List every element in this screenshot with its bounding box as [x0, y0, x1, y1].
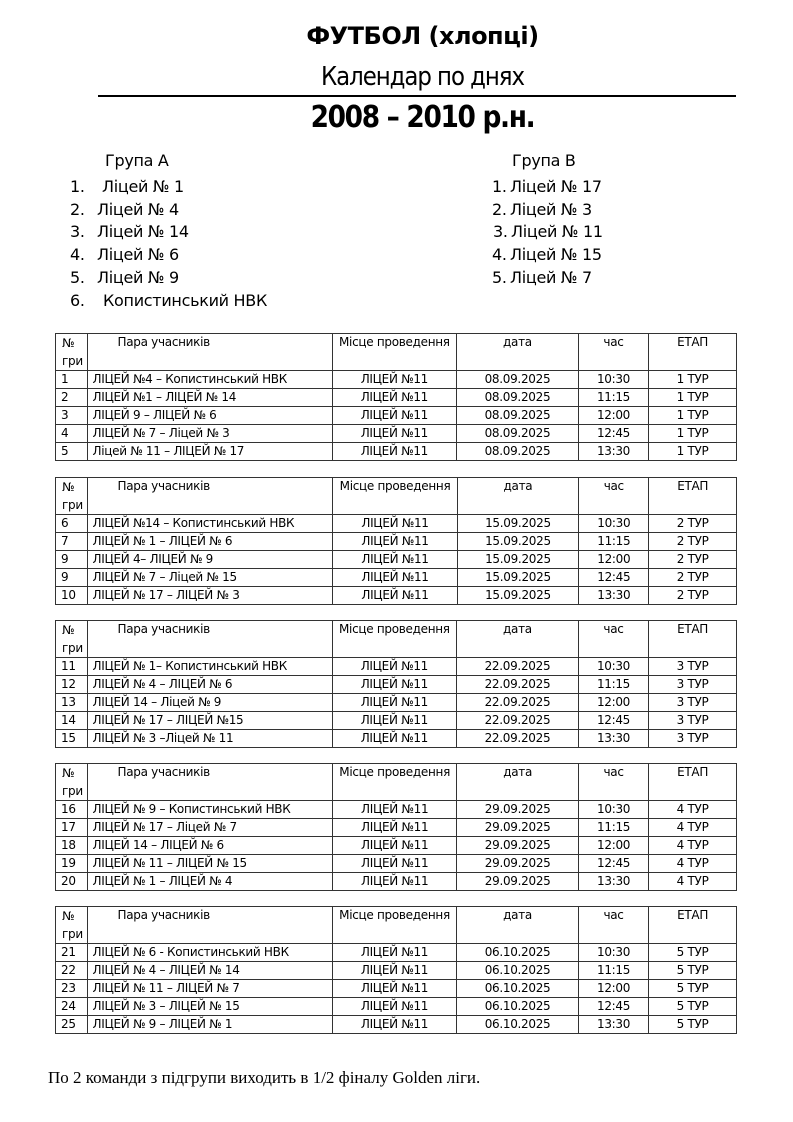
match-pair: ЛІЦЕЙ № 17 – ЛІЦЕЙ № 3: [87, 587, 333, 605]
col-header-time: час: [579, 478, 649, 515]
stage: 1 ТУР: [649, 443, 737, 461]
group-a-item-num: 5.: [70, 268, 85, 287]
time: 11:15: [578, 389, 648, 407]
col-header-stage: ЕТАП: [649, 907, 737, 944]
date: 29.09.2025: [457, 837, 579, 855]
col-header-time: час: [578, 621, 648, 658]
col-header-game-number: № гри: [56, 621, 88, 658]
game-number: 6: [56, 515, 88, 533]
venue: ЛІЦЕЙ №11: [332, 730, 456, 748]
time: 13:30: [578, 443, 648, 461]
time: 12:00: [578, 980, 648, 998]
date: 06.10.2025: [457, 1016, 579, 1034]
time: 12:00: [578, 694, 648, 712]
stage: 4 ТУР: [649, 819, 737, 837]
stage: 2 ТУР: [649, 533, 737, 551]
game-number: 14: [56, 712, 88, 730]
game-number: 7: [56, 533, 88, 551]
venue: ЛІЦЕЙ №11: [333, 587, 457, 605]
time: 12:45: [578, 425, 648, 443]
time: 12:45: [579, 855, 649, 873]
stage: 2 ТУР: [649, 569, 737, 587]
match-pair: ЛІЦЕЙ № 1– Копистинський НВК: [87, 658, 332, 676]
col-header-date: дата: [457, 334, 579, 371]
venue: ЛІЦЕЙ №11: [332, 998, 456, 1016]
group-a-item-num: 6.: [70, 291, 85, 310]
table-row: [56, 389, 737, 407]
date: 29.09.2025: [457, 855, 579, 873]
game-number: 11: [56, 658, 88, 676]
group-a-item: Ліцей № 1: [102, 177, 184, 196]
game-number: 15: [56, 730, 88, 748]
col-header-venue: Місце проведення: [332, 907, 456, 944]
stage: 3 ТУР: [649, 658, 737, 676]
table-row: [56, 944, 737, 962]
game-number: 3: [56, 407, 88, 425]
col-header-venue: Місце проведення: [333, 478, 457, 515]
schedule-table-round-2: [55, 477, 737, 605]
table-row: [56, 712, 737, 730]
table-row: [56, 694, 737, 712]
col-header-date: дата: [457, 764, 579, 801]
group-b-item: Ліцей № 17: [510, 177, 602, 196]
time: 13:30: [578, 1016, 648, 1034]
game-number: 24: [56, 998, 88, 1016]
venue: ЛІЦЕЙ №11: [332, 819, 456, 837]
match-pair: ЛІЦЕЙ № 4 – ЛІЦЕЙ № 14: [87, 962, 332, 980]
date: 08.09.2025: [457, 371, 579, 389]
date: 22.09.2025: [457, 712, 579, 730]
col-header-stage: ЕТАП: [649, 478, 737, 515]
match-pair: Ліцей № 11 – ЛІЦЕЙ № 17: [87, 443, 332, 461]
match-pair: ЛІЦЕЙ № 17 – Ліцей № 7: [87, 819, 332, 837]
time: 12:45: [578, 712, 648, 730]
col-header-stage: ЕТАП: [649, 621, 737, 658]
group-b-item-num: 1.: [492, 177, 507, 196]
schedule-table-round-1: [55, 333, 737, 461]
col-header-game-number: № гри: [56, 334, 88, 371]
stage: 1 ТУР: [649, 389, 737, 407]
time: 13:30: [579, 587, 649, 605]
col-header-date: дата: [457, 621, 579, 658]
stage: 3 ТУР: [649, 676, 737, 694]
time: 10:30: [578, 371, 648, 389]
match-pair: ЛІЦЕЙ № 1 – ЛІЦЕЙ № 6: [87, 533, 333, 551]
col-header-pair: Пара учасників: [87, 907, 332, 944]
group-a-item: Копистинський НВК: [103, 291, 268, 310]
game-number: 16: [56, 801, 88, 819]
group-b-item-num: 5.: [492, 268, 507, 287]
col-header-game-number: № гри: [56, 764, 88, 801]
date: 08.09.2025: [457, 407, 579, 425]
time: 12:45: [579, 569, 649, 587]
venue: ЛІЦЕЙ №11: [332, 980, 456, 998]
time: 10:30: [578, 658, 648, 676]
match-pair: ЛІЦЕЙ № 3 –Ліцей № 11: [87, 730, 332, 748]
col-header-pair: Пара учасників: [87, 334, 332, 371]
time: 13:30: [579, 873, 649, 891]
group-a-item-num: 4.: [70, 245, 85, 264]
date: 08.09.2025: [457, 443, 579, 461]
date: 15.09.2025: [457, 569, 579, 587]
match-pair: ЛІЦЕЙ № 11 – ЛІЦЕЙ № 15: [87, 855, 332, 873]
venue: ЛІЦЕЙ №11: [332, 837, 456, 855]
game-number: 23: [56, 980, 88, 998]
match-pair: ЛІЦЕЙ 14 – Ліцей № 9: [87, 694, 332, 712]
venue: ЛІЦЕЙ №11: [332, 1016, 456, 1034]
table-row: [56, 371, 737, 389]
birth-years: 2008 – 2010 р.н.: [310, 100, 535, 135]
time: 12:45: [578, 998, 648, 1016]
table-row: [56, 801, 737, 819]
time: 12:00: [578, 407, 648, 425]
time: 11:15: [579, 819, 649, 837]
time: 13:30: [578, 730, 648, 748]
stage: 4 ТУР: [649, 855, 737, 873]
match-pair: ЛІЦЕЙ 9 – ЛІЦЕЙ № 6: [87, 407, 332, 425]
title-divider: [98, 95, 736, 97]
game-number: 9: [56, 569, 88, 587]
table-header-row: [56, 621, 737, 658]
group-b-title: Група В: [512, 151, 576, 170]
game-number: 2: [56, 389, 88, 407]
venue: ЛІЦЕЙ №11: [332, 658, 456, 676]
time: 12:00: [579, 551, 649, 569]
col-header-pair: Пара учасників: [87, 478, 333, 515]
match-pair: ЛІЦЕЙ № 3 – ЛІЦЕЙ № 15: [87, 998, 332, 1016]
table-row: [56, 980, 737, 998]
col-header-pair: Пара учасників: [87, 621, 332, 658]
venue: ЛІЦЕЙ №11: [332, 425, 456, 443]
col-header-venue: Місце проведення: [332, 334, 456, 371]
date: 06.10.2025: [457, 962, 579, 980]
date: 15.09.2025: [457, 515, 579, 533]
date: 15.09.2025: [457, 551, 579, 569]
game-number: 12: [56, 676, 88, 694]
venue: ЛІЦЕЙ №11: [332, 855, 456, 873]
venue: ЛІЦЕЙ №11: [332, 676, 456, 694]
time: 11:15: [578, 962, 648, 980]
date: 15.09.2025: [457, 587, 579, 605]
table-row: [56, 443, 737, 461]
game-number: 20: [56, 873, 88, 891]
stage: 5 ТУР: [649, 980, 737, 998]
venue: ЛІЦЕЙ №11: [333, 551, 457, 569]
group-a-item-num: 2.: [70, 200, 85, 219]
game-number: 13: [56, 694, 88, 712]
table-row: [56, 533, 737, 551]
group-b-item-num: 2.: [492, 200, 507, 219]
table-row: [56, 569, 737, 587]
table-row: [56, 998, 737, 1016]
match-pair: ЛІЦЕЙ № 7 – Ліцей № 15: [87, 569, 333, 587]
venue: ЛІЦЕЙ №11: [333, 515, 457, 533]
group-a-title: Група А: [105, 151, 169, 170]
game-number: 17: [56, 819, 88, 837]
match-pair: ЛІЦЕЙ № 17 – ЛІЦЕЙ №15: [87, 712, 332, 730]
stage: 1 ТУР: [649, 425, 737, 443]
table-header-row: [56, 907, 737, 944]
table-row: [56, 837, 737, 855]
stage: 4 ТУР: [649, 873, 737, 891]
game-number: 22: [56, 962, 88, 980]
match-pair: ЛІЦЕЙ № 9 – Копистинський НВК: [87, 801, 332, 819]
venue: ЛІЦЕЙ №11: [332, 443, 456, 461]
schedule-table-round-3: [55, 620, 737, 748]
group-a-item: Ліцей № 4: [97, 200, 179, 219]
match-pair: ЛІЦЕЙ №4 – Копистинський НВК: [87, 371, 332, 389]
table-row: [56, 515, 737, 533]
group-b-item: Ліцей № 7: [510, 268, 592, 287]
table-row: [56, 658, 737, 676]
table-row: [56, 407, 737, 425]
time: 10:30: [578, 944, 648, 962]
col-header-time: час: [578, 334, 648, 371]
group-a-item-num: 1.: [70, 177, 85, 196]
group-b-item: Ліцей № 15: [510, 245, 602, 264]
col-header-pair: Пара учасників: [87, 764, 332, 801]
stage: 5 ТУР: [649, 962, 737, 980]
date: 29.09.2025: [457, 873, 579, 891]
date: 22.09.2025: [457, 676, 579, 694]
venue: ЛІЦЕЙ №11: [332, 873, 456, 891]
col-header-venue: Місце проведення: [332, 764, 456, 801]
game-number: 21: [56, 944, 88, 962]
date: 29.09.2025: [457, 801, 579, 819]
col-header-stage: ЕТАП: [649, 334, 737, 371]
table-header-row: [56, 764, 737, 801]
group-a-item-num: 3.: [70, 222, 85, 241]
date: 08.09.2025: [457, 425, 579, 443]
match-pair: ЛІЦЕЙ № 7 – Ліцей № 3: [87, 425, 332, 443]
venue: ЛІЦЕЙ №11: [332, 801, 456, 819]
venue: ЛІЦЕЙ №11: [333, 533, 457, 551]
col-header-game-number: № гри: [56, 907, 88, 944]
match-pair: ЛІЦЕЙ 4– ЛІЦЕЙ № 9: [87, 551, 333, 569]
stage: 1 ТУР: [649, 371, 737, 389]
game-number: 10: [56, 587, 88, 605]
date: 22.09.2025: [457, 730, 579, 748]
stage: 2 ТУР: [649, 551, 737, 569]
game-number: 19: [56, 855, 88, 873]
date: 22.09.2025: [457, 658, 579, 676]
table-row: [56, 587, 737, 605]
time: 12:00: [579, 837, 649, 855]
venue: ЛІЦЕЙ №11: [332, 389, 456, 407]
table-row: [56, 819, 737, 837]
footer-note: По 2 команди з підгрупи виходить в 1/2 фіналу Golden ліги.: [48, 1068, 481, 1087]
time: 10:30: [579, 515, 649, 533]
table-row: [56, 730, 737, 748]
time: 11:15: [579, 533, 649, 551]
time: 10:30: [579, 801, 649, 819]
group-a-item: Ліцей № 14: [97, 222, 189, 241]
venue: ЛІЦЕЙ №11: [332, 712, 456, 730]
match-pair: ЛІЦЕЙ 14 – ЛІЦЕЙ № 6: [87, 837, 332, 855]
venue: ЛІЦЕЙ №11: [332, 371, 456, 389]
stage: 3 ТУР: [649, 730, 737, 748]
match-pair: ЛІЦЕЙ № 9 – ЛІЦЕЙ № 1: [87, 1016, 332, 1034]
col-header-time: час: [578, 907, 648, 944]
group-a-item: Ліцей № 6: [97, 245, 179, 264]
stage: 4 ТУР: [649, 801, 737, 819]
stage: 4 ТУР: [649, 837, 737, 855]
stage: 2 ТУР: [649, 587, 737, 605]
group-b-item-num: 4.: [492, 245, 507, 264]
stage: 1 ТУР: [649, 407, 737, 425]
document-subtitle: Календар по днях: [320, 62, 524, 92]
date: 06.10.2025: [457, 980, 579, 998]
col-header-venue: Місце проведення: [332, 621, 456, 658]
date: 22.09.2025: [457, 694, 579, 712]
group-a-item: Ліцей № 9: [97, 268, 179, 287]
game-number: 9: [56, 551, 88, 569]
group-b-item: Ліцей № 11: [511, 222, 603, 241]
date: 06.10.2025: [457, 998, 579, 1016]
col-header-game-number: № гри: [56, 478, 88, 515]
game-number: 4: [56, 425, 88, 443]
col-header-stage: ЕТАП: [649, 764, 737, 801]
group-b-item-num: 3.: [493, 222, 508, 241]
col-header-date: дата: [457, 478, 579, 515]
game-number: 5: [56, 443, 88, 461]
table-row: [56, 1016, 737, 1034]
match-pair: ЛІЦЕЙ № 6 - Копистинський НВК: [87, 944, 332, 962]
table-row: [56, 551, 737, 569]
document-title: ФУТБОЛ (хлопці): [306, 22, 539, 50]
schedule-table-round-5: [55, 906, 737, 1034]
stage: 5 ТУР: [649, 1016, 737, 1034]
table-row: [56, 873, 737, 891]
match-pair: ЛІЦЕЙ № 4 – ЛІЦЕЙ № 6: [87, 676, 332, 694]
match-pair: ЛІЦЕЙ № 1 – ЛІЦЕЙ № 4: [87, 873, 332, 891]
stage: 3 ТУР: [649, 694, 737, 712]
date: 08.09.2025: [457, 389, 579, 407]
date: 06.10.2025: [457, 944, 579, 962]
date: 15.09.2025: [457, 533, 579, 551]
table-row: [56, 855, 737, 873]
group-b-item: Ліцей № 3: [510, 200, 592, 219]
venue: ЛІЦЕЙ №11: [332, 962, 456, 980]
table-header-row: [56, 478, 737, 515]
match-pair: ЛІЦЕЙ №14 – Копистинський НВК: [87, 515, 333, 533]
venue: ЛІЦЕЙ №11: [332, 694, 456, 712]
match-pair: ЛІЦЕЙ № 11 – ЛІЦЕЙ № 7: [87, 980, 332, 998]
stage: 5 ТУР: [649, 998, 737, 1016]
venue: ЛІЦЕЙ №11: [333, 569, 457, 587]
venue: ЛІЦЕЙ №11: [332, 407, 456, 425]
col-header-time: час: [579, 764, 649, 801]
game-number: 25: [56, 1016, 88, 1034]
schedule-table-round-4: [55, 763, 737, 891]
stage: 3 ТУР: [649, 712, 737, 730]
stage: 5 ТУР: [649, 944, 737, 962]
col-header-date: дата: [457, 907, 579, 944]
table-row: [56, 962, 737, 980]
game-number: 1: [56, 371, 88, 389]
table-row: [56, 425, 737, 443]
match-pair: ЛІЦЕЙ №1 – ЛІЦЕЙ № 14: [87, 389, 332, 407]
table-row: [56, 676, 737, 694]
time: 11:15: [578, 676, 648, 694]
table-header-row: [56, 334, 737, 371]
stage: 2 ТУР: [649, 515, 737, 533]
venue: ЛІЦЕЙ №11: [332, 944, 456, 962]
game-number: 18: [56, 837, 88, 855]
date: 29.09.2025: [457, 819, 579, 837]
